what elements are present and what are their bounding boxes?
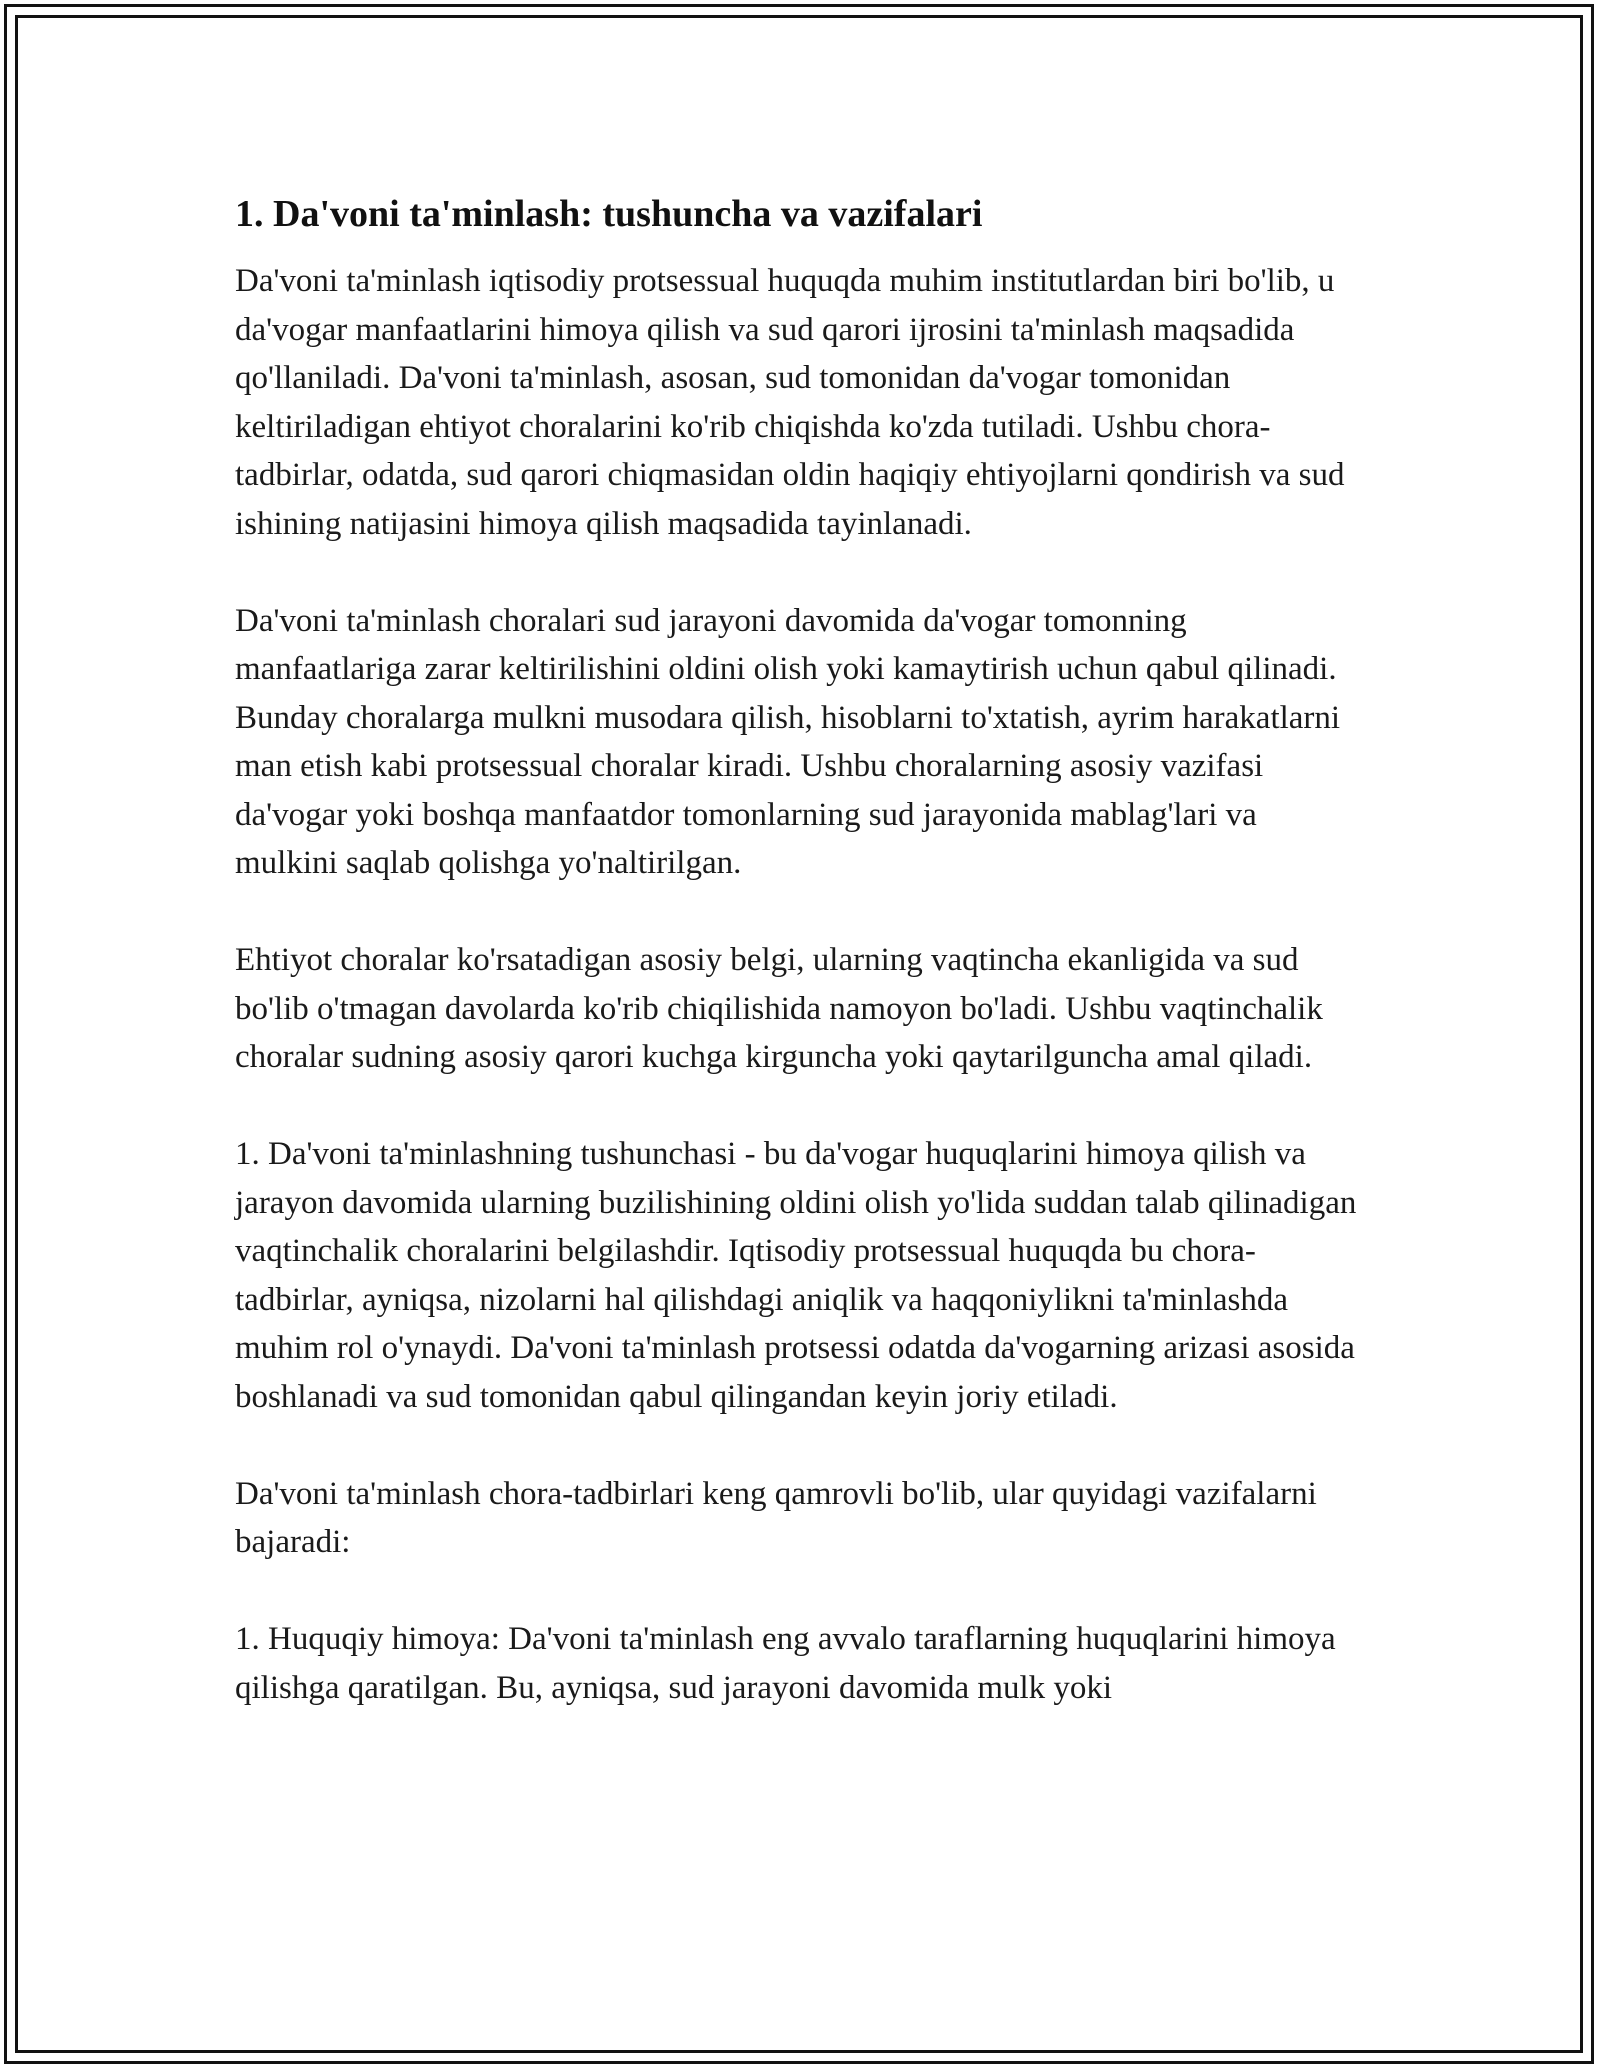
paragraph-3: Ehtiyot choralar ko'rsatadigan asosiy belgi, ularning vaqtincha ekanligida va sud bo'lib o'tmagan davolarda ko'rib chiqilishida namoyon bo'ladi. Ushbu vaqtinchalik choralar sudning asosiy qarori kuchga kirguncha yoki qaytarilguncha amal qiladi. — [235, 942, 1323, 1075]
paragraph-4: 1. Da'voni ta'minlashning tushunchasi - bu da'vogar huquqlarini himoya qilish va jarayon davomida ularning buzilishining oldini olish yo'lida suddan talab qilinadigan vaqtinchalik choralarini belgilashdir. Iqtisodiy protsessual huquqda bu chora-tadbirlar, ayniqsa, nizolarni hal qilishdagi aniqlik va haqqoniylikni ta'minlashda muhim rol o'ynaydi. Da'voni ta'minlash protsessi odatda da'vogarning arizasi asosida boshlanadi va sud tomonidan qabul qilingandan keyin joriy etiladi. — [235, 1136, 1357, 1415]
paragraph-2: Da'voni ta'minlash choralari sud jarayoni davomida da'vogar tomonning manfaatlariga zarar keltirilishini oldini olish yoki kamaytirish uchun qabul qilinadi. Bunday choralarga mulkni musodara qilish, hisoblarni to'xtatish, ayrim harakatlarni man etish kabi protsessual choralar kiradi. Ushbu choralarning asosiy vazifasi da'vogar yoki boshqa manfaatdor tomonlarning sud jarayonida mablag'lari va mulkini saqlab qolishga yo'naltirilgan. — [235, 602, 1341, 881]
section-heading: 1. Da'voni ta'minlash: tushuncha va vazifalari — [235, 193, 983, 235]
paragraph-5: Da'voni ta'minlash chora-tadbirlari keng qamrovli bo'lib, ular quyidagi vazifalarni bajaradi: — [235, 1475, 1317, 1560]
document-body — [235, 185, 1367, 1761]
paragraph-6: 1. Huquqiy himoya: Da'voni ta'minlash eng avvalo taraflarning huquqlarini himoya qilishga qaratilgan. Bu, ayniqsa, sud jarayoni davomida mulk yoki — [235, 1621, 1336, 1706]
paragraph-1: Da'voni ta'minlash iqtisodiy protsessual huquqda muhim institutlardan biri bo'lib, u da'vogar manfaatlarini himoya qilish va sud qarori ijrosini ta'minlash maqsadida qo'llaniladi. Da'voni ta'minlash, asosan, sud tomonidan da'vogar tomonidan keltiriladigan ehtiyot choralarini ko'rib chiqishda ko'zda tutiladi. Ushbu chora-tadbirlar, odatda, sud qarori chiqmasidan oldin haqiqiy ehtiyojlarni qondirish va sud ishining natijasini himoya qilish maqsadida tayinlanadi. — [235, 263, 1345, 542]
